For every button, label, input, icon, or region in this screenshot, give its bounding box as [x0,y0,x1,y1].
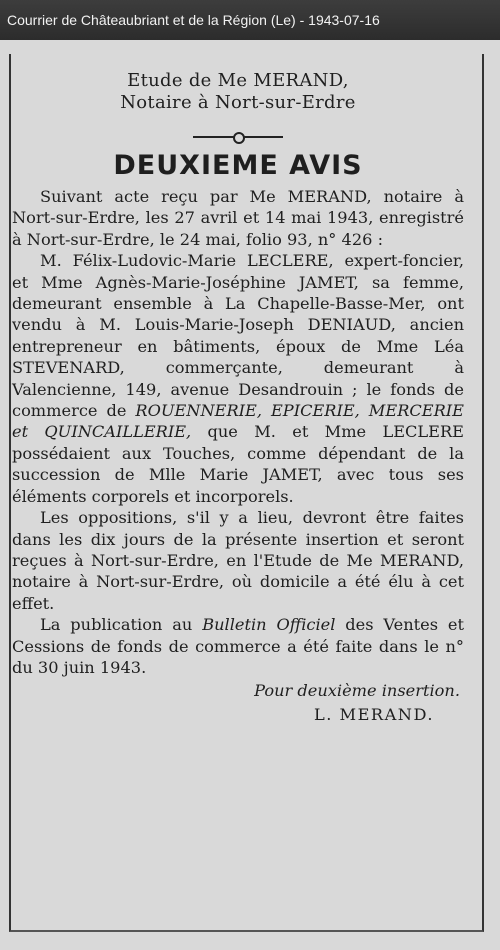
publication-text-b: des Ventes et Cessions de fonds de commerce a été faite dans le n° du 30 juin 1943. [12,615,464,677]
sale-text-a: M. Félix-Ludovic-Marie LECLERE, expert-foncier, et Mme Agnès-Marie-Joséphine JAMET, sa femme, demeurant ensemble à La Chapelle-Basse-Mer, ont vendu à M. Louis-Marie-Joseph DENIAUD, ancien entrepreneur en bâtiments, époux de Mme Léa STEVENARD, commerçante, demeurant à Valencienne, 149, avenue Desandrouin ; le fonds de commerce de [12,251,464,421]
goods-list: ROUENNERIE, EPICERIE, MERCERIE et QUINCAILLERIE, [12,401,464,442]
notice-body [12,186,464,678]
publication-text-a: La publication au [40,615,203,635]
paragraph-deed: Suivant acte reçu par Me MERAND, notaire à Nort-sur-Erdre, les 27 avril et 14 mai 1943, enregistré à Nort-sur-Erdre, le 24 mai, folio 93, n° 426 : [12,187,464,249]
office-line-2: Notaire à Nort-sur-Erdre [120,92,356,113]
divider-ornament [193,130,283,144]
bulletin-name: Bulletin Officiel [202,615,336,635]
notice-heading: DEUXIEME AVIS [113,150,363,181]
office-line-1: Etude de Me MERAND, [127,70,349,91]
notice-content [12,50,464,728]
divider-ring [233,132,245,144]
window-title: Courrier de Châteaubriant et de la Région (Le) - 1943-07-16 [0,0,500,40]
paragraph-publication [12,614,464,678]
insertion-note: Pour deuxième insertion. [254,681,460,701]
signature: L. MERAND. [313,705,434,725]
paragraph-sale [12,250,464,507]
paragraph-oppositions: Les oppositions, s'il y a lieu, devront être faites dans les dix jours de la présente insertion et seront reçues à Nort-sur-Erdre, en l'Etude de Me MERAND, notaire à Nort-sur-Erdre, où domicile a été élu à cet effet. [12,508,464,613]
newspaper-clipping [0,40,500,950]
sale-text-b: que M. et Mme LECLERE possédaient aux Touches, comme dépendant de la succession de Mlle Marie JAMET, avec tous ses éléments corporels et incorporels. [12,422,464,506]
notary-office-heading [12,70,464,114]
